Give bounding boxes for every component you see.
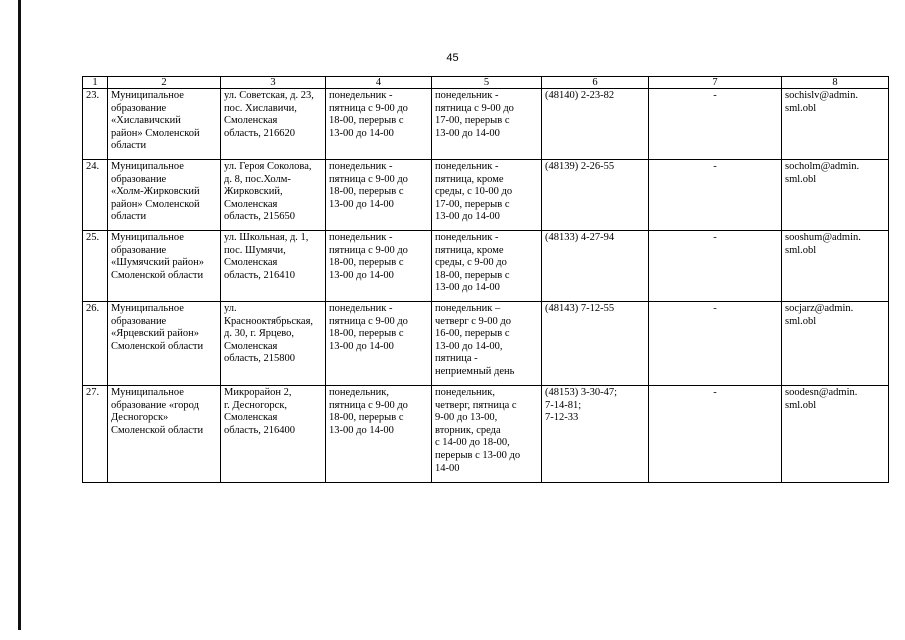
hours-line: 9-00 до 13-00, (435, 412, 498, 424)
hours-line: 18-00, перерыв с (329, 186, 404, 198)
hours-line: четверг с 9-00 до (435, 315, 512, 327)
email-line: sml.obl (785, 399, 817, 411)
municipality-line: области (111, 211, 147, 223)
municipality-cell (108, 160, 221, 231)
municipality-line: «Хиславичский (111, 115, 181, 127)
hours-line: 13-00 до 14-00 (329, 424, 394, 436)
address-line: ул. Советская, д. 23, (224, 90, 314, 101)
hours-line: 18-00, перерыв с (329, 412, 404, 424)
row-number-cell: 26. (83, 302, 108, 386)
hours-line: понедельник - (329, 232, 393, 243)
address-line: Микрорайон 2, (224, 387, 292, 398)
address-line: Жирковский, (224, 186, 283, 198)
left-margin-rule (18, 0, 21, 630)
municipality-cell (108, 231, 221, 302)
address-line: пос. Хиславичи, (224, 102, 297, 114)
address-cell (221, 386, 326, 483)
address-line: область, 216410 (224, 269, 296, 281)
hours-line: пятница с 9-00 до (435, 102, 514, 114)
phone-cell (542, 302, 649, 386)
hours-line: понедельник - (329, 90, 393, 101)
row-number-cell: 23. (83, 89, 108, 160)
column-header: 2 (108, 77, 221, 89)
column-header: 6 (542, 77, 649, 89)
hours-line: 13-00 до 14-00 (329, 269, 394, 281)
working-hours-cell (326, 302, 432, 386)
column-header: 7 (649, 77, 782, 89)
hours-line: 16-00, перерыв с (435, 328, 510, 340)
phone-cell (542, 89, 649, 160)
column7-cell: - (649, 302, 782, 386)
hours-line: 13-00 до 14-00 (435, 211, 500, 223)
municipality-line: Смоленской области (111, 424, 204, 436)
table-row (83, 302, 889, 386)
working-hours-cell (326, 386, 432, 483)
hours-line: понедельник - (329, 161, 393, 172)
address-line: Смоленская (224, 198, 278, 210)
hours-line: понедельник, (435, 387, 496, 398)
municipality-line: Муниципальное (111, 90, 184, 101)
email-line: sml.obl (785, 102, 817, 114)
email-line: socholm@admin. (785, 161, 860, 172)
municipality-line: области (111, 140, 147, 152)
municipality-line: образование (111, 102, 167, 114)
hours-line: 13-00 до 14-00 (329, 127, 394, 139)
hours-line: пятница - (435, 353, 478, 365)
phone-cell (542, 231, 649, 302)
phone-line: (48143) 7-12-55 (545, 303, 615, 314)
header-row (83, 77, 889, 89)
hours-line: пятница, кроме (435, 173, 504, 185)
reception-hours-cell (432, 160, 542, 231)
phone-line: (48139) 2-26-55 (545, 161, 615, 172)
address-line: ул. Школьная, д. 1, (224, 232, 309, 243)
column7-cell: - (649, 160, 782, 231)
reception-hours-cell (432, 89, 542, 160)
address-line: область, 216400 (224, 424, 296, 436)
row-number-cell: 27. (83, 386, 108, 483)
email-line: socjarz@admin. (785, 303, 854, 314)
reception-hours-cell (432, 302, 542, 386)
address-line: область, 216620 (224, 127, 296, 139)
address-line: д. 8, пос.Холм- (224, 173, 291, 185)
hours-line: неприемный день (435, 365, 515, 377)
municipality-line: Муниципальное (111, 232, 184, 243)
row-number-cell: 25. (83, 231, 108, 302)
table-row (83, 160, 889, 231)
email-line: sooshum@admin. (785, 232, 861, 243)
working-hours-cell (326, 89, 432, 160)
municipality-line: Смоленской области (111, 340, 204, 352)
municipality-cell (108, 302, 221, 386)
working-hours-cell (326, 160, 432, 231)
column-header: 5 (432, 77, 542, 89)
hours-line: 13-00 до 14-00 (329, 340, 394, 352)
hours-line: 17-00, перерыв с (435, 198, 510, 210)
email-cell (782, 302, 889, 386)
municipality-line: образование (111, 244, 167, 256)
hours-line: 18-00, перерыв с (329, 115, 404, 127)
phone-line: (48153) 3-30-47; (545, 387, 618, 398)
hours-line: среды, с 10-00 до (435, 186, 513, 198)
contacts-table (82, 76, 889, 483)
table-row (83, 386, 889, 483)
hours-line: вторник, среда (435, 424, 501, 436)
hours-line: понедельник, (329, 387, 390, 398)
column7-cell: - (649, 89, 782, 160)
hours-line: перерыв с 13-00 до (435, 449, 521, 461)
hours-line: понедельник - (329, 303, 393, 314)
hours-line: 17-00, перерыв с (435, 115, 510, 127)
address-line: ул. (224, 303, 237, 314)
email-line: sml.obl (785, 315, 817, 327)
municipality-line: Смоленской области (111, 269, 204, 281)
reception-hours-cell (432, 386, 542, 483)
municipality-line: район» Смоленской (111, 198, 200, 210)
municipality-cell (108, 89, 221, 160)
hours-line: с 14-00 до 18-00, (435, 437, 510, 449)
reception-hours-cell (432, 231, 542, 302)
column7-cell: - (649, 231, 782, 302)
column-header: 3 (221, 77, 326, 89)
address-cell (221, 89, 326, 160)
address-line: область, 215800 (224, 353, 296, 365)
municipality-line: Муниципальное (111, 161, 184, 172)
hours-line: среды, с 9-00 до (435, 257, 507, 269)
municipality-line: «Холм-Жирковский (111, 186, 200, 198)
hours-line: пятница с 9-00 до (329, 315, 408, 327)
email-line: sml.obl (785, 244, 817, 256)
phone-cell (542, 160, 649, 231)
municipality-line: образование «город (111, 399, 199, 411)
phone-line: 7-14-81; (545, 399, 582, 411)
address-line: д. 30, г. Ярцево, (224, 328, 295, 340)
municipality-line: Десногорск» (111, 412, 169, 424)
page-number: 45 (446, 52, 459, 64)
hours-line: 18-00, перерыв с (435, 269, 510, 281)
address-line: г. Десногорск, (224, 399, 288, 411)
address-line: пос. Шумячи, (224, 244, 286, 256)
email-cell (782, 386, 889, 483)
phone-line: (48133) 4-27-94 (545, 232, 615, 243)
address-line: Смоленская (224, 340, 278, 352)
hours-line: 13-00 до 14-00, (435, 340, 503, 352)
hours-line: пятница с 9-00 до (329, 244, 408, 256)
municipality-line: «Ярцевский район» (111, 328, 199, 340)
hours-line: понедельник - (435, 90, 499, 101)
hours-line: понедельник - (435, 232, 499, 243)
municipality-line: образование (111, 173, 167, 185)
hours-line: 13-00 до 14-00 (435, 282, 500, 294)
hours-line: 18-00, перерыв с (329, 328, 404, 340)
municipality-line: образование (111, 315, 167, 327)
table-row (83, 89, 889, 160)
hours-line: пятница с 9-00 до (329, 102, 408, 114)
email-line: sml.obl (785, 173, 817, 185)
hours-line: четверг, пятница с (435, 399, 517, 411)
email-cell (782, 231, 889, 302)
hours-line: пятница с 9-00 до (329, 399, 408, 411)
address-line: область, 215650 (224, 211, 296, 223)
hours-line: понедельник – (435, 303, 501, 314)
column-header: 1 (83, 77, 108, 89)
column-header: 8 (782, 77, 889, 89)
address-line: Краснооктябрьская, (224, 315, 314, 327)
hours-line: пятница, кроме (435, 244, 504, 256)
email-cell (782, 89, 889, 160)
email-line: sochislv@admin. (785, 90, 858, 101)
municipality-line: район» Смоленской (111, 127, 200, 139)
row-number-cell: 24. (83, 160, 108, 231)
phone-line: (48140) 2-23-82 (545, 90, 615, 101)
hours-line: понедельник - (435, 161, 499, 172)
column7-cell: - (649, 386, 782, 483)
address-line: Смоленская (224, 257, 278, 269)
hours-line: 13-00 до 14-00 (435, 127, 500, 139)
column-header: 4 (326, 77, 432, 89)
municipality-line: Муниципальное (111, 387, 184, 398)
address-line: ул. Героя Соколова, (224, 161, 312, 172)
phone-cell (542, 386, 649, 483)
address-cell (221, 160, 326, 231)
hours-line: 13-00 до 14-00 (329, 198, 394, 210)
municipality-cell (108, 386, 221, 483)
address-cell (221, 231, 326, 302)
hours-line: 18-00, перерыв с (329, 257, 404, 269)
address-line: Смоленская (224, 412, 278, 424)
email-line: soodesn@admin. (785, 387, 858, 398)
address-line: Смоленская (224, 115, 278, 127)
working-hours-cell (326, 231, 432, 302)
email-cell (782, 160, 889, 231)
table-row (83, 231, 889, 302)
phone-line: 7-12-33 (545, 412, 579, 424)
municipality-line: Муниципальное (111, 303, 184, 314)
hours-line: пятница с 9-00 до (329, 173, 408, 185)
municipality-line: «Шумячский район» (111, 257, 204, 269)
address-cell (221, 302, 326, 386)
hours-line: 14-00 (435, 462, 460, 474)
